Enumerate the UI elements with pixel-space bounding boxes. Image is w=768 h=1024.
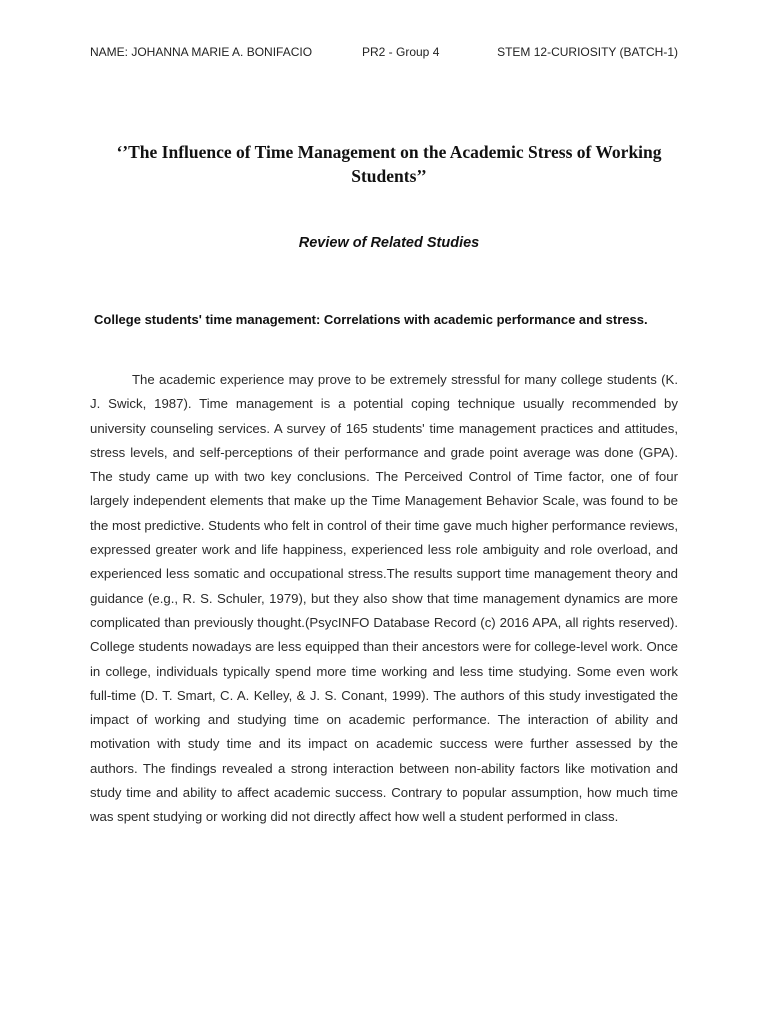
group-label: PR2 - Group 4 — [362, 45, 440, 59]
study-heading: College students' time management: Correlations with academic performance and stress. — [94, 312, 648, 327]
body-paragraph: The academic experience may prove to be extremely stressful for many college students (K. J. Swick, 1987). Time management is a potential coping technique usually recommended by university counseling services. A survey of 165 students' time management practices and attitudes, stress levels, and self-perceptions of their performance and grade point average was done (GPA). The study came up with two key conclusions. The Perceived Control of Time factor, one of four largely independent elements that make up the Time Management Behavior Scale, was found to be the most predictive. Students who felt in control of their time gave much higher performance reviews, expressed greater work and life happiness, experienced less role ambiguity and role overload, and experienced less somatic and occupational stress.The results support time management theory and guidance (e.g., R. S. Schuler, 1979), but they also show that time management dynamics are more complicated than previously thought.(PsycINFO Database Record (c) 2016 APA, all rights reserved). College students nowadays are less equipped than their ancestors were for college-level work. Once in college, individuals typically spend more time working and less time studying. Some even work full-time (D. T. Smart, C. A. Kelley, & J. S. Conant, 1999). The authors of this study investigated the impact of working and studying time on academic performance. The interaction of ability and motivation with study time and its impact on academic success were further assessed by the authors. The findings revealed a strong interaction between non-ability factors like motivation and study time and ability to affect academic success. Contrary to popular assumption, how much time was spent studying or working did not directly affect how well a student performed in class. — [90, 372, 678, 825]
section-label: STEM 12-CURIOSITY (BATCH-1) — [497, 45, 678, 59]
document-title: ‘’The Influence of Time Management on the Academic Stress of Working Students’’ — [116, 142, 662, 186]
section-title: Review of Related Studies — [298, 235, 480, 251]
student-name: NAME: JOHANNA MARIE A. BONIFACIO — [90, 45, 313, 59]
